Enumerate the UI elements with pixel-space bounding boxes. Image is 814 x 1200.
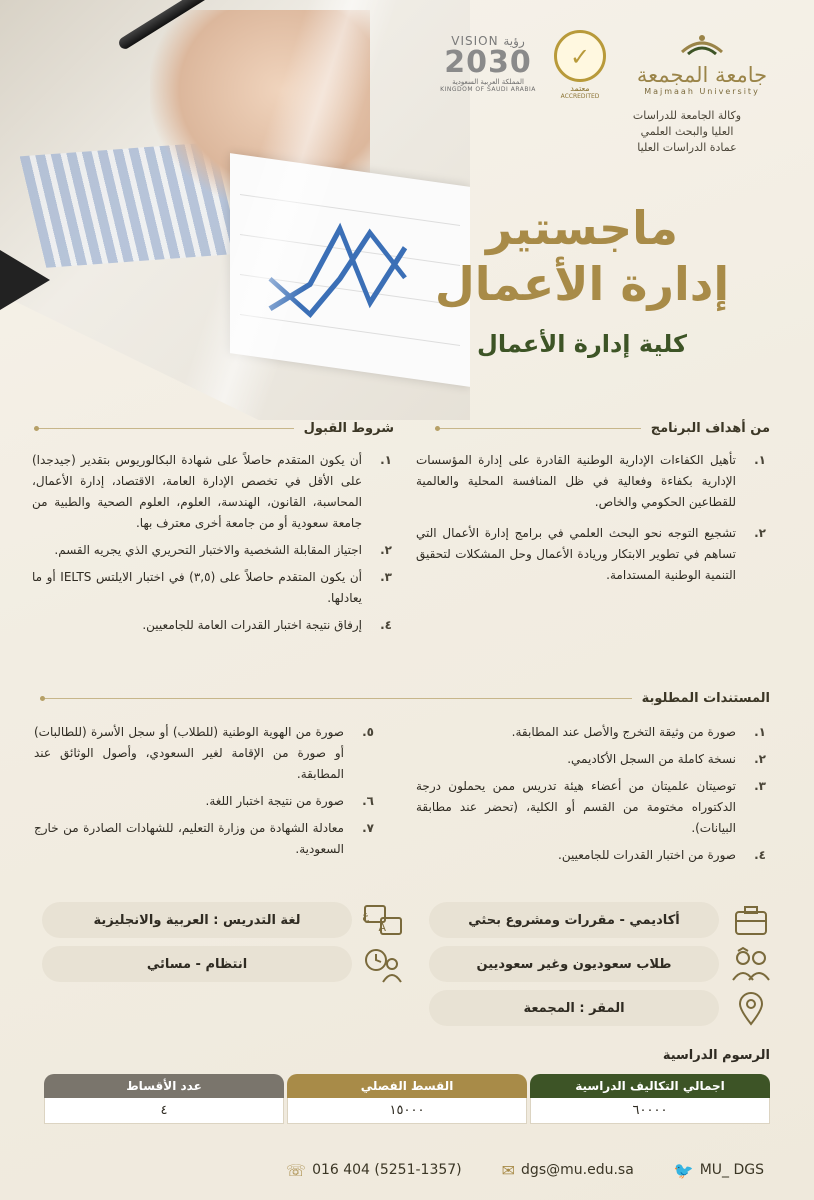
item-number: ٤. <box>754 848 766 862</box>
dept-line: عمادة الدراسات العليا <box>637 141 737 154</box>
twitter-handle: MU_ DGS <box>699 1162 764 1178</box>
majmaah-university-logo <box>632 30 772 96</box>
list-item <box>32 615 392 636</box>
phone-number: 016 404 (5251-1357) <box>312 1162 462 1178</box>
program-title <box>432 200 732 312</box>
university-name-en: Majmaah University <box>644 87 760 97</box>
accredited-badge <box>550 30 610 102</box>
item-number: ٣. <box>380 570 392 584</box>
envelope-icon: ✉ <box>501 1160 516 1180</box>
item-number: ٢. <box>754 752 766 766</box>
fee-value: ٤ <box>44 1098 284 1124</box>
fee-value: ٦٠٠٠٠ <box>530 1098 770 1124</box>
item-text: أن يكون المتقدم حاصلاً على شهادة البكالوريوس بتقدير (جيدجدا) على الأقل في تخصص الإدارة العامة، الاقتصاد، إدارة الأعمال، المحاسبة، القانون، الهندسة، العلوم، العلوم الصحية والطبية من جامعة سعودية أو من جامعة أخرى معترف بها. <box>32 453 362 530</box>
item-number: ٥. <box>362 725 374 739</box>
vision-country-en: KINGDOM OF SAUDI ARABIA <box>440 86 536 93</box>
item-text: تشجيع التوجه نحو البحث العلمي في برامج إدارة الأعمال التي تساهم في تطوير الابتكار وريادة الأعمال وحل المشكلات لتحقيق التنمية الوطنية المستدامة. <box>416 526 736 582</box>
item-number: ٧. <box>362 821 374 835</box>
deanship-lines <box>602 108 772 156</box>
header-photo <box>0 0 470 420</box>
item-text: صورة من الهوية الوطنية (للطلاب) أو سجل الأسرة (للطالبات) أو صورة من الإقامة لغير السعودي، وأصول الوثائق عند المطابقة. <box>34 725 344 781</box>
program-type-pill: أكاديمي - مقررات ومشروع بحثي <box>429 902 719 938</box>
list-item <box>34 722 374 785</box>
fee-value: ١٥٠٠٠ <box>287 1098 527 1124</box>
email-contact[interactable] <box>502 1161 634 1180</box>
item-number: ٢. <box>380 543 392 557</box>
item-text: صورة من نتيجة اختبار اللغة. <box>205 794 344 808</box>
list-item <box>34 791 374 812</box>
item-text: أن يكون المتقدم حاصلاً على (٣,٥) في اختبار الايلتس IELTS أو ما يعادلها. <box>32 570 362 605</box>
item-text: صورة من وثيقة التخرج والأصل عند المطابقة. <box>511 725 736 739</box>
program-title-line2: إدارة الأعمال <box>434 257 730 311</box>
twitter-icon: 🐦 <box>673 1160 694 1180</box>
vision-word: VISION رؤية <box>451 34 525 48</box>
fee-column-count <box>44 1074 284 1124</box>
list-item <box>416 722 766 743</box>
vision-year: 2030 <box>444 45 532 80</box>
phone-contact[interactable] <box>286 1161 462 1180</box>
attendance-pill: انتظام - مسائي <box>42 946 352 982</box>
list-item <box>416 450 766 513</box>
objectives-list <box>416 450 766 592</box>
item-number: ١. <box>754 725 766 739</box>
contact-footer <box>0 1150 814 1190</box>
check-seal-icon <box>554 30 606 82</box>
item-number: ١. <box>754 453 766 467</box>
language-translation-icon <box>362 902 404 940</box>
fee-header: اجمالي التكاليف الدراسية <box>530 1074 770 1098</box>
fee-column-installment <box>287 1074 527 1124</box>
objectives-heading-text: من أهداف البرنامج <box>650 420 770 436</box>
item-number: ٤. <box>380 618 392 632</box>
section-divider <box>435 428 641 429</box>
list-item <box>32 540 392 561</box>
admission-heading-text: شروط القبول <box>303 420 394 436</box>
list-item <box>32 450 392 534</box>
location-pill: المقر : المجمعة <box>429 990 719 1026</box>
documents-list-right <box>416 722 766 872</box>
briefcase-icon <box>730 902 772 940</box>
list-item <box>416 845 766 866</box>
dept-line: وكالة الجامعة للدراسات <box>632 109 742 122</box>
documents-heading <box>40 686 770 710</box>
svg-text:A: A <box>378 921 386 934</box>
fee-column-total <box>530 1074 770 1124</box>
item-number: ٦. <box>362 794 374 808</box>
svg-text:ع: ع <box>362 909 369 922</box>
language-pill: لغة التدريس : العربية والانجليزية <box>42 902 352 938</box>
location-pin-icon <box>730 990 772 1028</box>
item-text: تأهيل الكفاءات الإدارية الوطنية القادرة على إدارة المؤسسات الإدارية بكفاءة وفعالية في ظل المنافسة المحلية والعالمية للقطاعين الحكومي والخاص. <box>416 453 736 509</box>
item-number: ٣. <box>754 779 766 793</box>
university-name-ar: جامعة المجمعة <box>636 63 768 87</box>
item-number: ٢. <box>754 526 766 540</box>
admission-heading <box>34 416 394 440</box>
admission-list <box>32 450 392 642</box>
section-divider <box>40 698 632 699</box>
twitter-contact[interactable] <box>674 1161 764 1180</box>
item-text: نسخة كاملة من السجل الأكاديمي. <box>567 752 736 766</box>
fee-header: عدد الأقساط <box>44 1074 284 1098</box>
item-text: صورة من اختبار القدرات للجامعيين. <box>558 848 736 862</box>
accredited-label-ar: معتمد <box>570 84 590 93</box>
university-emblem-icon <box>678 30 726 58</box>
item-text: توصيتان علميتان من أعضاء هيئة تدريس ممن يحملون درجة الدكتوراه مختومة من القسم أو الكلية، (تحضر عند مطابقة البيانات). <box>416 779 736 835</box>
item-text: إرفاق نتيجة اختبار القدرات العامة للجامعيين. <box>142 618 362 632</box>
fees-title: الرسوم الدراسية <box>662 1048 770 1063</box>
email-address: dgs@mu.edu.sa <box>521 1162 634 1178</box>
dept-line: العليا والبحث العلمي <box>640 125 734 138</box>
item-number: ١. <box>380 453 392 467</box>
black-triangle-decoration <box>0 250 50 310</box>
clock-person-icon <box>362 946 404 984</box>
phone-icon: ☏ <box>286 1160 307 1180</box>
objectives-heading <box>435 416 770 440</box>
documents-list-left <box>34 722 374 866</box>
students-icon <box>730 946 772 984</box>
students-pill: طلاب سعوديون وغير سعوديين <box>429 946 719 982</box>
item-text: معادلة الشهادة من وزارة التعليم، للشهادات الصادرة من خارج السعودية. <box>34 821 344 856</box>
program-title-line1: ماجستير <box>486 201 678 255</box>
list-item <box>416 749 766 770</box>
fee-header: القسط الفصلي <box>287 1074 527 1098</box>
vision-country-ar: المملكة العربية السعودية <box>452 78 524 86</box>
item-text: اجتياز المقابلة الشخصية والاختبار التحريري الذي يجريه القسم. <box>54 543 362 557</box>
list-item <box>34 818 374 860</box>
vision-2030-logo <box>438 34 538 93</box>
college-name: كلية إدارة الأعمال <box>477 330 687 358</box>
documents-heading-text: المستندات المطلوبة <box>641 690 770 706</box>
list-item <box>32 567 392 609</box>
accredited-label-en: ACCREDITED <box>560 93 600 100</box>
list-item <box>416 523 766 586</box>
section-divider <box>34 428 294 429</box>
list-item <box>416 776 766 839</box>
